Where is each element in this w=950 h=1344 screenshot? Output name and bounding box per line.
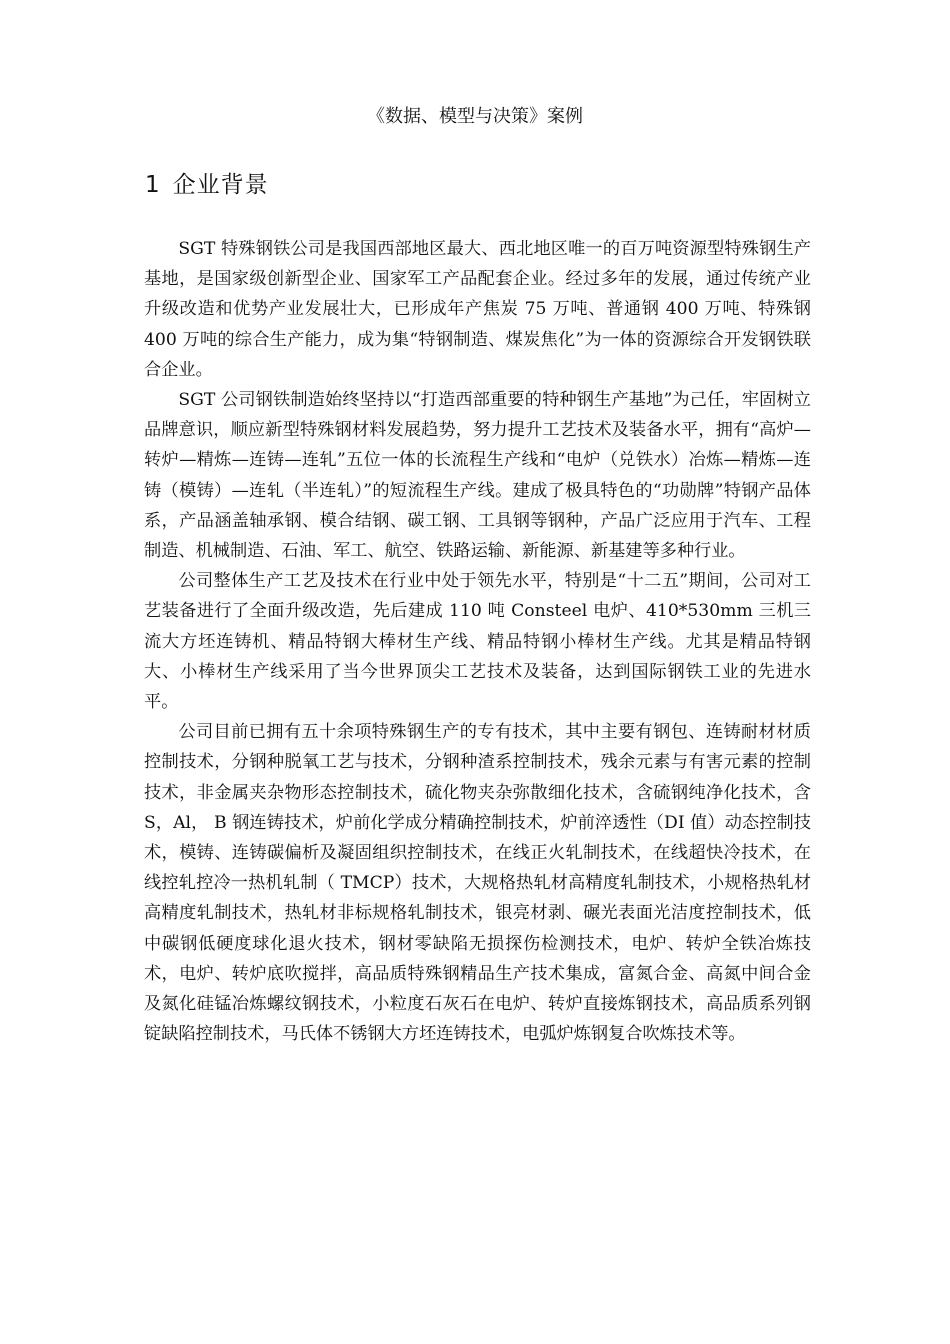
paragraph: 公司目前已拥有五十余项特殊钢生产的专有技术，其中主要有钢包、连铸耐材材质控制技术，分钢种脱氧工艺与技术，分钢种渣系控制技术，残余元素与有害元素的控制技术，非金属夹杂物形态控制技术，硫化物夹杂弥散细化技术，含硫钢纯净化技术，含 S，Al， B 钢连铸技术，炉前化学成分精确控制技术，炉前淬透性（DI 值）动态控制技术，模铸、连铸碳偏析及凝固组织控制技术，在线正火轧制技术，在线超快冷技术，在线控轧控冷一热机轧制（ TMCP）技术，大规格热轧材高精度轧制技术，小规格热轧材高精度轧制技术，热轧材非标规格轧制技术，银亮材剥、碾光表面光洁度控制技术，低中碳钢低硬度球化退火技术，钢材零缺陷无损探伤检测技术，电炉、转炉全铁冶炼技术，电炉、转炉底吹搅拌，高品质特殊钢精品生产技术集成，富氮合金、高氮中间合金及氮化硅锰冶炼螺纹钢技术，小粒度石灰石在电炉、转炉直接炼钢技术，高品质系列钢锭缺陷控制技术，马氏体不锈钢大方坯连铸技术，电弧炉炼钢复合吹炼技术等。 [144, 722, 811, 1045]
section-heading-text: 企业背景 [172, 172, 269, 198]
section-number: 1 [145, 172, 161, 198]
paragraph: SGT 特殊钢铁公司是我国西部地区最大、西北地区唯一的百万吨资源型特殊钢生产基地，是国家级创新型企业、国家军工产品配套企业。经过多年的发展，通过传统产业升级改造和优势产业发展壮大，已形成年产焦炭 75 万吨、普通钢 400 万吨、特殊钢 400 万吨的综合生产能力，成为集“特钢制造、煤炭焦化”为一体的资源综合开发钢铁联合企业。 [144, 239, 811, 380]
document-title: 《数据、模型与决策》案例 [367, 106, 583, 127]
paragraph: SGT 公司钢铁制造始终坚持以“打造西部重要的特种钢生产基地”为己任，牢固树立品牌意识，顺应新型特殊钢材料发展趋势，努力提升工艺技术及装备水平，拥有“高炉—转炉—精炼—连铸—连轧”五位一体的长流程生产线和“电炉（兑铁水）冶炼—精炼—连铸（模铸）—连轧（半连轧）”的短流程生产线。建成了极具特色的“功勋牌”特钢产品体系，产品涵盖轴承钢、模合结钢、碳工钢、工具钢等钢种，产品广泛应用于汽车、工程制造、机械制造、石油、军工、航空、铁路运输、新能源、新基建等多种行业。 [144, 390, 811, 562]
section-body [144, 234, 811, 1049]
section-heading [145, 169, 269, 201]
paragraph: 公司整体生产工艺及技术在行业中处于领先水平，特别是“十二五”期间，公司对工艺装备进行了全面升级改造，先后建成 110 吨 Consteel 电炉、410*530mm 三机三流大方坯连铸机、精品特钢大棒材生产线、精品特钢小棒材生产线。尤其是精品特钢大、小棒材生产线采用了当今世界顶尖工艺技术及装备，达到国际钢铁工业的先进水平。 [144, 571, 811, 713]
